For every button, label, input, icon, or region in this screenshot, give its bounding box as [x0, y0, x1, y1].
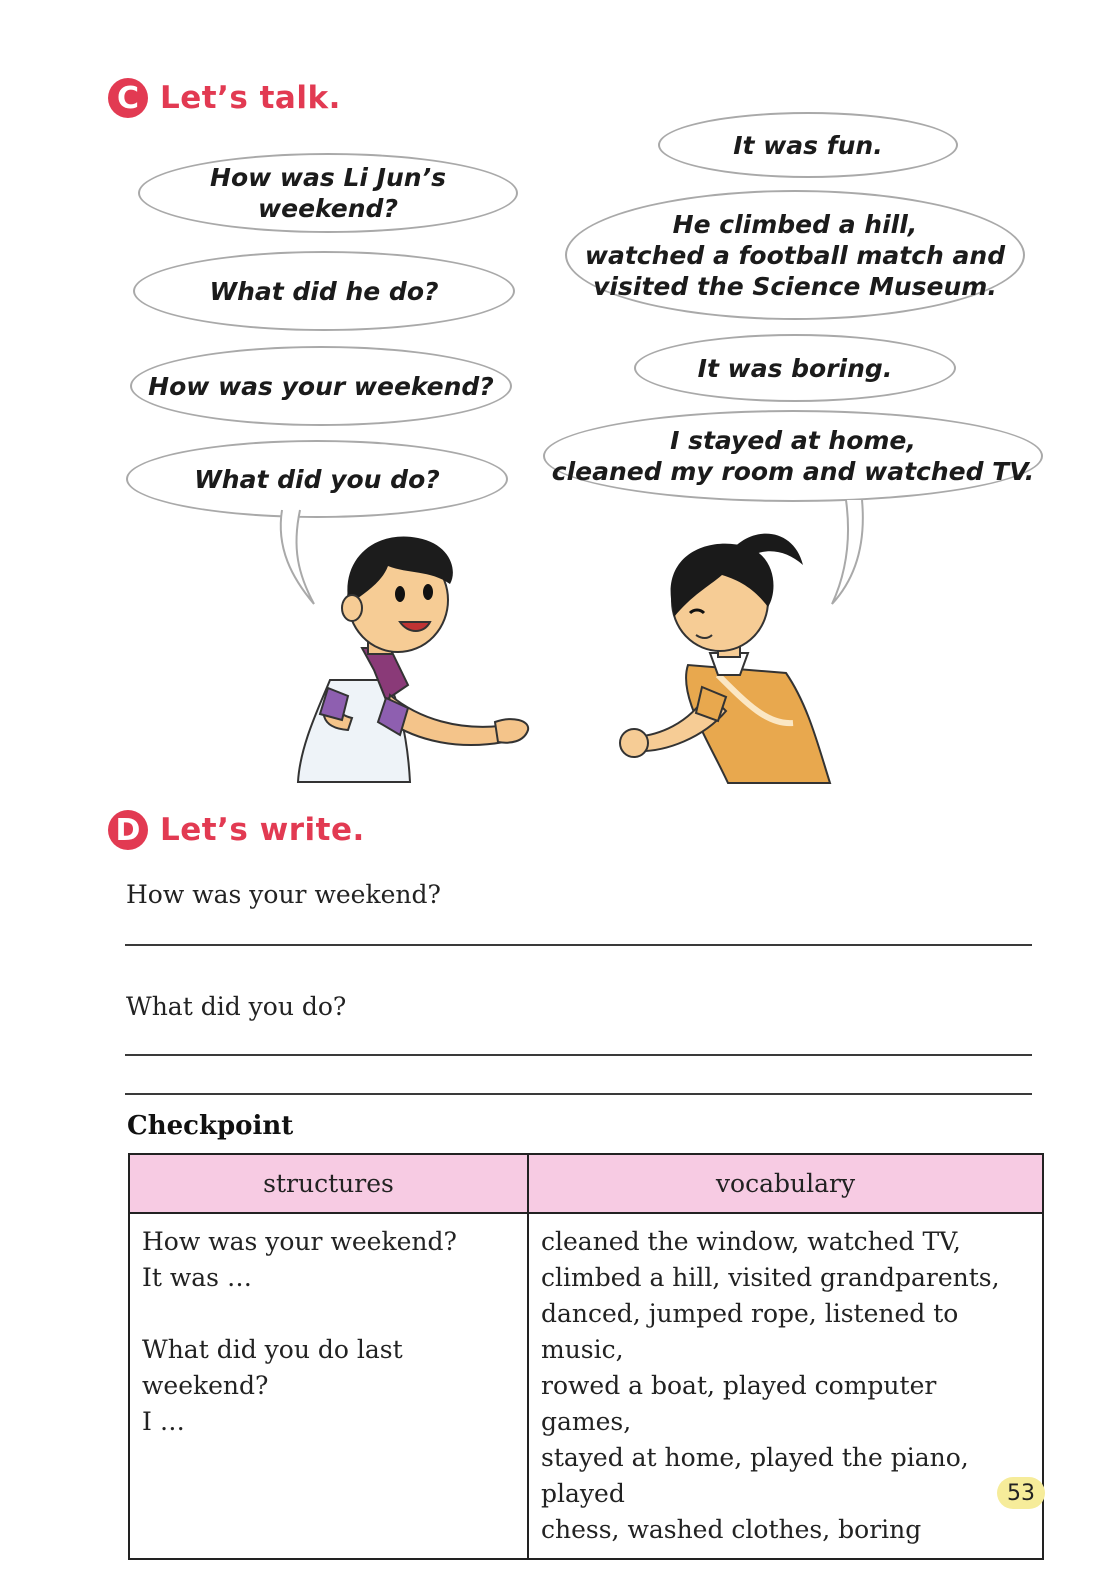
checkpoint-title: Checkpoint	[127, 1111, 294, 1141]
structure-line: I …	[142, 1407, 185, 1436]
bubble-left-4-text: What did you do?	[194, 464, 440, 494]
section-c-heading	[108, 78, 341, 118]
table-header-row	[129, 1154, 1043, 1213]
vocabulary-line: chess, washed clothes, boring	[541, 1515, 922, 1544]
write-line-2[interactable]	[125, 1054, 1032, 1056]
structure-spacer	[142, 1296, 515, 1332]
table-row	[129, 1213, 1043, 1559]
bubble-right-4-line-1: I stayed at home,	[670, 426, 916, 455]
structure-line: It was …	[142, 1263, 252, 1292]
structures-cell	[129, 1213, 528, 1559]
checkpoint-table	[128, 1153, 1044, 1560]
structure-line: How was your weekend?	[142, 1227, 457, 1256]
vocabulary-line: climbed a hill, visited grandparents,	[541, 1263, 1000, 1292]
vocabulary-line: rowed a boat, played computer games,	[541, 1371, 937, 1436]
bubble-right-2-line-2: watched a football match and	[584, 240, 1006, 270]
bubble-left-3-text: How was your weekend?	[148, 371, 494, 401]
bubble-right-2-line-1: He climbed a hill,	[672, 209, 918, 239]
bubble-right-2-line-3: visited the Science Museum.	[593, 271, 997, 301]
bubble-left-1-text: How was Li Jun’s weekend?	[210, 163, 446, 223]
page-number: 53	[997, 1477, 1045, 1509]
write-prompt-2: What did you do?	[126, 992, 347, 1021]
bubble-left-4	[126, 440, 508, 518]
write-line-3[interactable]	[125, 1093, 1032, 1095]
vocabulary-line: danced, jumped rope, listened to music,	[541, 1299, 959, 1364]
vocabulary-line: stayed at home, played the piano, played	[541, 1443, 969, 1508]
girl-illustration	[618, 525, 838, 785]
header-structures: structures	[129, 1154, 528, 1213]
section-d-letter: D	[108, 810, 148, 850]
section-d-title: Let’s write.	[160, 812, 365, 848]
bubble-right-4-line-2: cleaned my room and watched TV.	[551, 457, 1035, 486]
write-prompt-1: How was your weekend?	[126, 880, 441, 909]
bubble-right-1-text: It was fun.	[733, 130, 883, 160]
bubble-right-1	[658, 112, 958, 178]
boy-illustration	[290, 530, 540, 785]
write-line-1[interactable]	[125, 944, 1032, 946]
bubble-left-2-text: What did he do?	[209, 276, 439, 306]
section-d-heading	[108, 810, 365, 850]
vocabulary-line: cleaned the window, watched TV,	[541, 1227, 961, 1256]
bubble-right-3	[634, 334, 956, 402]
vocabulary-cell	[528, 1213, 1043, 1559]
bubble-right-4	[543, 410, 1043, 502]
structure-line: What did you do last weekend?	[142, 1335, 403, 1400]
section-c-title: Let’s talk.	[160, 80, 341, 116]
bubble-left-3	[130, 346, 512, 426]
bubble-right-2	[565, 190, 1025, 320]
bubble-left-1	[138, 153, 518, 233]
bubble-left-2	[133, 251, 515, 331]
section-c-letter: C	[108, 78, 148, 118]
header-vocabulary: vocabulary	[528, 1154, 1043, 1213]
bubble-right-3-text: It was boring.	[697, 353, 893, 383]
